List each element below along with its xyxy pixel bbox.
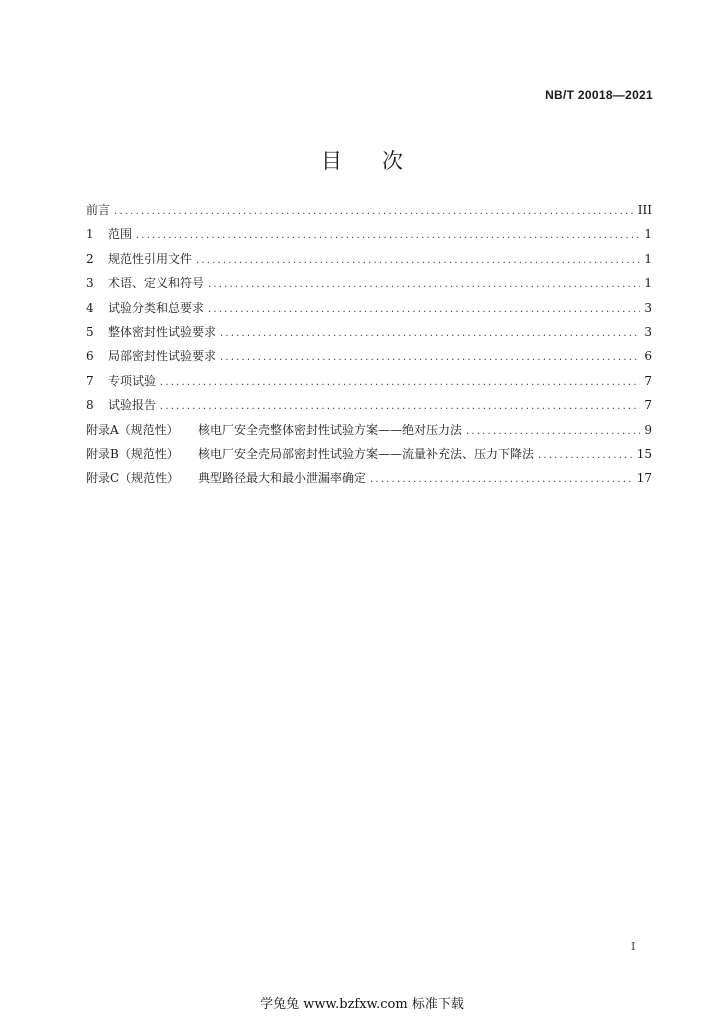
toc-page: 3 [644,300,652,315]
toc-number: 2 [86,251,94,266]
toc-entry-appendix-c[interactable] [86,469,652,493]
toc-number: 3 [86,276,94,291]
toc-page: 3 [644,324,652,339]
toc-number: 1 [86,227,94,242]
footer-watermark-text[interactable]: 学兔兔 www.bzfxw.com 标准下载 [260,997,464,1012]
toc-number: 8 [86,398,94,413]
toc-leader-dots [160,401,640,412]
toc-entry-4[interactable] [86,299,652,323]
toc-entry-7[interactable] [86,372,652,396]
toc-leader-dots [160,377,640,388]
toc-leader-dots [538,450,633,461]
toc-label: 局部密封性试验要求 [108,349,217,364]
toc-entry-foreword[interactable] [86,201,652,225]
toc-leader-dots [208,304,640,315]
toc-page: 6 [644,349,652,364]
toc-leader-dots [220,352,640,363]
toc-leader-dots [196,255,640,266]
standard-code: NB/T 20018—2021 [545,88,653,102]
toc-label: 典型路径最大和最小泄漏率确定 [198,471,367,486]
toc-appendix-label: 附录B（规范性） [86,446,179,461]
toc-appendix-label: 附录A（规范性） [86,422,179,437]
toc-entry-8[interactable] [86,396,652,420]
toc-page: 1 [644,276,652,291]
toc-label: 规范性引用文件 [108,251,193,266]
page-number: I [631,940,636,953]
toc-entry-6[interactable] [86,347,652,371]
toc-page: 1 [644,251,652,266]
toc-label: 核电厂安全壳整体密封性试验方案——绝对压力法 [198,422,463,437]
toc-label: 核电厂安全壳局部密封性试验方案——流量补充法、压力下降法 [198,446,535,461]
toc-entry-2[interactable] [86,250,652,274]
toc-label: 试验分类和总要求 [108,300,205,315]
toc-leader-dots [136,230,640,241]
toc-entry-3[interactable] [86,274,652,298]
toc-entry-appendix-a[interactable] [86,421,652,445]
toc-label: 范围 [108,227,133,242]
toc-number: 7 [86,373,94,388]
toc-page: 1 [644,227,652,242]
toc-entry-appendix-b[interactable] [86,445,652,469]
toc-number: 6 [86,349,94,364]
toc-appendix-label: 附录C（规范性） [86,471,180,486]
toc-label: 试验报告 [108,398,157,413]
toc-leader-dots [114,206,634,217]
toc-page: III [637,203,652,217]
toc-page: 7 [644,398,652,413]
toc-page: 15 [636,446,652,461]
toc-leader-dots [220,328,640,339]
table-of-contents [86,201,652,494]
toc-page: 17 [636,471,652,486]
toc-number: 4 [86,300,94,315]
toc-leader-dots [370,474,633,485]
toc-label: 前言 [86,203,111,217]
toc-label: 专项试验 [108,373,157,388]
toc-page: 9 [644,422,652,437]
toc-leader-dots [208,279,640,290]
toc-page: 7 [644,373,652,388]
toc-number: 5 [86,324,94,339]
toc-leader-dots [466,426,640,437]
toc-entry-1[interactable] [86,225,652,249]
toc-label: 整体密封性试验要求 [108,324,217,339]
toc-label: 术语、定义和符号 [108,276,205,291]
page-title: 目次 [321,149,443,173]
toc-entry-5[interactable] [86,323,652,347]
